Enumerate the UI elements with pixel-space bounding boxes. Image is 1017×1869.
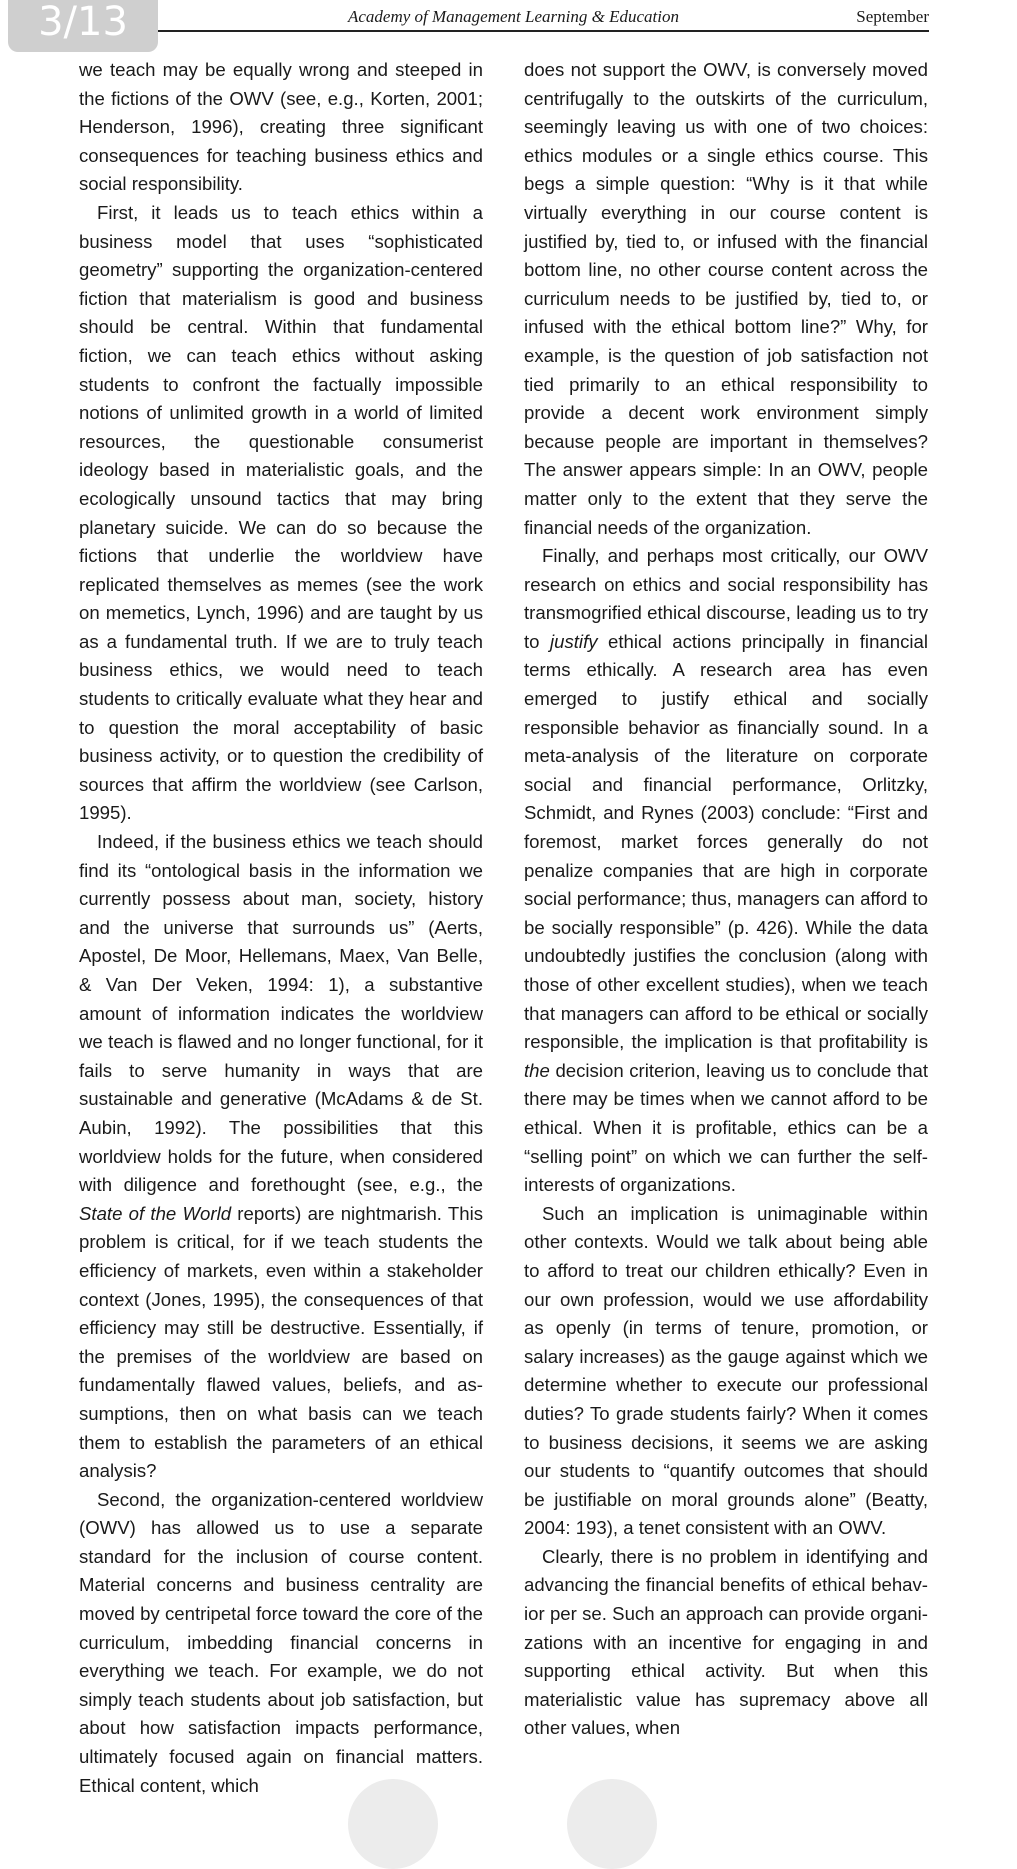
paragraph: First, it leads us to teach ethics within a business model that uses “sophisticated geometry” supporting the organization-centered fiction that materialism is good and business should be central. Within that fundamental fiction, we can teach ethics without asking students to confront the factually impossible notions of unlimited growth in a world of limited resources, the questionable consumerist ideology based in materialistic goals, and the ecologically unsound tactics that may bring planetary suicide. We can do so because the fictions that underlie the worldview have replicated themselves as memes (see the work on memetics, Lynch, 1996) and are taught by us as a fundamental truth. If we are to truly teach business ethics, we would need to teach students to critically evaluate what they hear and to question the moral acceptability of basic business activity, or to question the credibility of sources that affirm the worldview (see Carlson, 1995). [79,201,483,824]
paragraph: does not support the OWV, is conversely moved centrifugally to the outskirts of the curriculum, seemingly leaving us with one of two choices: ethics modules or a single ethics course. This begs a simple question: “Why is it that while virtually everything in our course content is justified by, tied to, or infused with the financial bottom line, no other course content across the curriculum needs to be justified by, tied to, or infused with the ethical bottom line?” Why, for example, is the question of job satisfaction not tied primarily to an ethical responsibility to provide a decent work environment simply because people are important in themselves? The answer appears simple: In an OWV, people matter only to the extent that they serve the financial needs of the organization. [524,59,928,538]
italic-word: the [524,1059,550,1081]
running-header [158,4,929,32]
paragraph [79,828,483,1486]
right-text-column [524,56,928,1743]
viewer-nav-button-right[interactable] [567,1779,657,1869]
paragraph-text: decision criterion, leaving us to conclude that there may be times when we cannot afford to be ethical. When it is profitable, ethics can be a “selling point” on which we can further the self-interests of organizations. [524,1059,928,1196]
paragraph-text: reports) are nightmarish. This problem is critical, for if we teach students the efficiency of markets, even within a stakeholder context (Jones, 1995), the consequences of that efficiency may still be destructive. Essentially, if the premises of the worldview are based on fundamentally flawed values, beliefs, and assumptions, then on what basis can we teach them to establish the parameters of an ethical analysis? [79,1202,483,1482]
italic-word: justify [550,630,598,652]
viewer-nav-button-left[interactable] [348,1779,438,1869]
paragraph: Such an implication is unimaginable within other contexts. Would we talk about being able to afford to treat our children ethically? Even in our own profession, would we use affordability as openly (in terms of tenure, promotion, or salary increases) as the gauge against which we determine whether to execute our professional duties? To grade students fairly? When it comes to business decisions, it seems we are asking our students to “quantify outcomes that should be justifiable on moral grounds alone” (Beatty, 2004: 193), a tenet consistent with an OWV. [524,1202,928,1539]
journal-title: Academy of Management Learning & Education [348,7,679,26]
paragraph: Second, the organization-centered worldview (OWV) has allowed us to use a separate standard for the inclusion of course content. Material concerns and business centrality are moved by centripetal force toward the core of the curriculum, imbedding financial concerns in everything we teach. For example, we do not simply teach students about job satisfaction, but about how satisfaction impacts performance, ultimately focused again on financial matters. Ethical content, which [79,1488,483,1796]
paragraph: Clearly, there is no problem in identifying and advancing the financial benefits of ethical behavior per se. Such an approach can provide organizations with an incentive for engaging in and supporting ethical activity. But when this materialistic value has supremacy above all other values, when [524,1545,928,1739]
paragraph: we teach may be equally wrong and steeped in the fictions of the OWV (see, e.g., Korten, 2001; Henderson, 1996), creating three significant consequences for teaching business ethics and social responsibility. [79,59,483,195]
page-indicator-badge[interactable]: 3/13 [8,0,158,52]
paragraph-text: Finally, and perhaps most critically, our OWV research on ethics and social responsibility has transmogrified ethical discourse, leading us to try to [524,545,928,652]
paragraph [524,542,928,1200]
issue-month: September [856,7,929,26]
italic-title: State of the World [79,1202,232,1224]
paragraph-text: Indeed, if the business ethics we teach should find its “ontological basis in the information we currently possess about man, society, history and the universe that surrounds us” (Aerts, Apostel, De Moor, Hellemans, Maex, Van Belle, & Van Der Veken, 1994: 1), a substantive amount of information indicates the worldview we teach is flawed and no longer functional, for it fails to serve humanity in ways that are sustainable and generative (McAdams & de St. Aubin, 1992). The possibilities that this worldview holds for the future, when considered with diligence and forethought (see, e.g., the [79,831,483,1196]
left-text-column [79,56,483,1800]
paragraph-text: ethical actions principally in financial terms ethically. A research area has even emerged to justify ethical and socially responsible behavior as financially sound. In a meta-analysis of the literature on corporate social and financial performance, Orlitzky, Schmidt, and Rynes (2003) conclude: “First and foremost, market forces generally do not penalize companies that are high in corporate social performance; thus, managers can afford to be socially responsible” (p. 426). While the data undoubtedly justifies the conclusion (along with those of other excellent studies), when we teach that managers can afford to be ethical or socially responsible, the implication is that profitability is [524,630,928,1053]
